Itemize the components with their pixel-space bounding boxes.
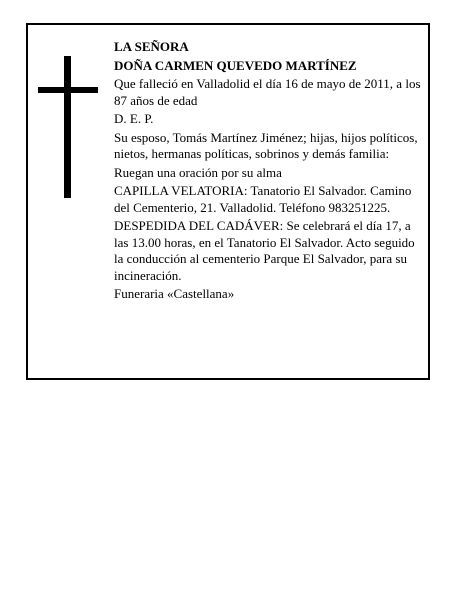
notice-heading: LA SEÑORA [114,39,189,54]
deceased-name: DOÑA CARMEN QUEVEDO MARTÍNEZ [114,57,357,73]
dep-text: D. E. P. [114,111,154,126]
obituary-text [114,39,424,305]
cross-horizontal-bar [38,87,98,93]
chapel-information: CAPILLA VELATORIA: Tanatorio El Salvador. Camino del Cementerio, 21. Valladolid. Teléfono 983251225. [114,183,412,215]
prayer-request: Ruegan una oración por su alma [114,164,282,180]
latin-cross-icon [38,56,98,198]
death-details: Que falleció en Valladolid el día 16 de mayo de 2011, a los 87 años de edad [114,76,421,108]
obituary-notice [26,23,430,380]
cross-vertical-bar [64,56,71,198]
farewell-information: DESPEDIDA DEL CADÁVER: Se celebrará el día 17, a las 13.00 horas, en el Tanatorio El Salvador. Acto seguido la conducción al cementerio Parque El Salvador, para su incineración. [114,218,415,283]
family-text: Su esposo, Tomás Martínez Jiménez; hijas, hijos políticos, nietos, hermanas políticas, sobrinos y demás familia: [114,129,418,161]
funeral-home: Funeraria «Castellana» [114,286,235,301]
